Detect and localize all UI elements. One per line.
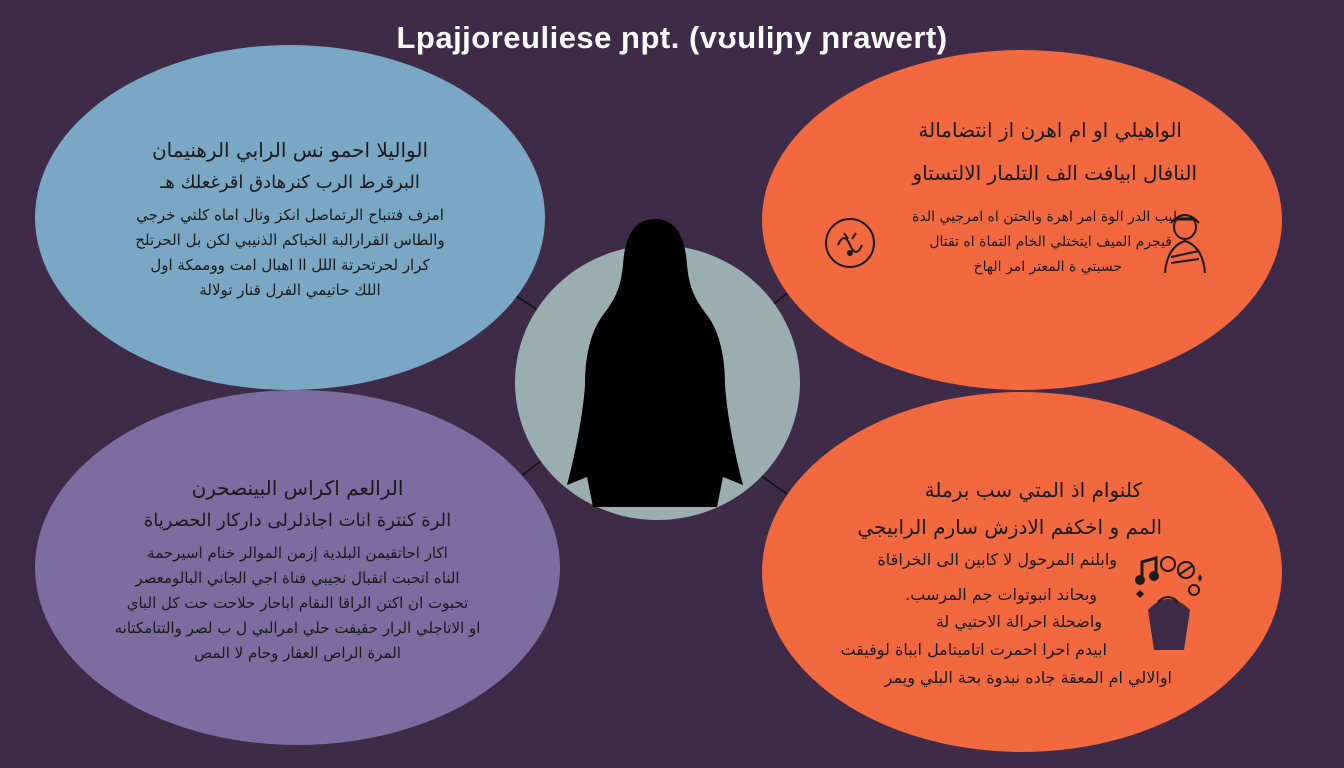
top-left-line: اللك حاتيمي الفرل قنار تولالة: [199, 281, 381, 299]
bottom-left-line: او الاتاجلي الرار حقيفت حلي امرالبي ل ب لصر والتتامكتانه: [114, 618, 481, 637]
bottom-left-bubble: [35, 390, 560, 745]
top-left-heading: الواليلا احمو نس الرابي الرهنيمان: [151, 138, 429, 162]
bottom-right-line: وبحاند انبوتوات جم المرسب.: [905, 585, 1097, 604]
top-right-line: حسبتي ة المعتر امر الهاخ: [973, 259, 1122, 275]
zodiac-symbol-icon: [822, 215, 878, 271]
woman-portrait-icon: [1157, 205, 1213, 275]
top-left-line: امزف فتنباح الرتماصل انكز وتال اماه كلتي خرجي: [136, 206, 444, 224]
bottom-left-heading: الرالعم اكراس البينصحرن: [191, 475, 404, 500]
page-title: Lpajjoreuliese ɲpt. (vʊuliɲy ɲrawert): [396, 20, 948, 55]
bottom-left-subheading: الرة كنترة انات اجاذلرلى داركار الحصرياة: [143, 509, 452, 531]
top-right-heading: الواهيلي او ام اهرن از انتضامالة: [918, 118, 1182, 142]
top-left-bubble: [35, 45, 545, 390]
music-notes-icon: [1130, 550, 1205, 650]
top-right-bubble: [762, 50, 1282, 390]
bottom-left-line: تحبوت ان اكتن الراقا النقام اباحار حلاحت حت كل الباي: [126, 593, 469, 612]
bottom-right-subheading: المم و اخكفم الادزش سارم الرابيجي: [857, 515, 1162, 539]
bottom-right-line: اوالالي ام المعقة جاده نبدوة بحة البلي ويمر: [884, 668, 1172, 687]
bottom-right-line: وابلنم المرحول لا كابين الى الخراقاة: [877, 550, 1117, 569]
bottom-right-line: واضحلة احرالة الاحتيي لة: [935, 612, 1102, 631]
top-right-subheading: النافال ابيافت الف التلمار الالتستاو: [912, 161, 1197, 185]
bottom-right-line: ابيدم احرا احمرت اتاميتامل ابباة لوفيقت: [840, 640, 1107, 659]
bottom-right-bubble: [762, 392, 1282, 752]
top-left-line: كرار لحرتحرتة اللل اا اهبال امت ووممكة اول: [150, 256, 430, 274]
bottom-left-line: المرة الراص العقار وحام لا المص: [194, 643, 401, 662]
veiled-woman-silhouette-icon: [545, 215, 765, 515]
bottom-left-line: اكار احاتقيمن البلدية إزمن الموالر خنام اسيرحمة: [147, 543, 448, 562]
top-left-line: والطاس القرارالبة الخباكم الذنيبي لكن بل الحرتلح: [135, 231, 445, 249]
bottom-right-heading: كلنوام اذ المتي سب برملة: [924, 478, 1142, 502]
top-left-subheading: البرقرط الرب كنرهادق اقرغعلك هـ: [160, 172, 420, 193]
top-right-line: ليب الدر الوة امر اهرة والحتن اه امرجيي الدة: [912, 209, 1177, 225]
bottom-left-line: الناه اتحبت اتقبال نجيبي فناة اجي الجاني البالومعصر: [135, 568, 460, 587]
top-right-line: قيجرم الميف ايتختلي الخام التماة اه تقتال: [929, 234, 1172, 250]
